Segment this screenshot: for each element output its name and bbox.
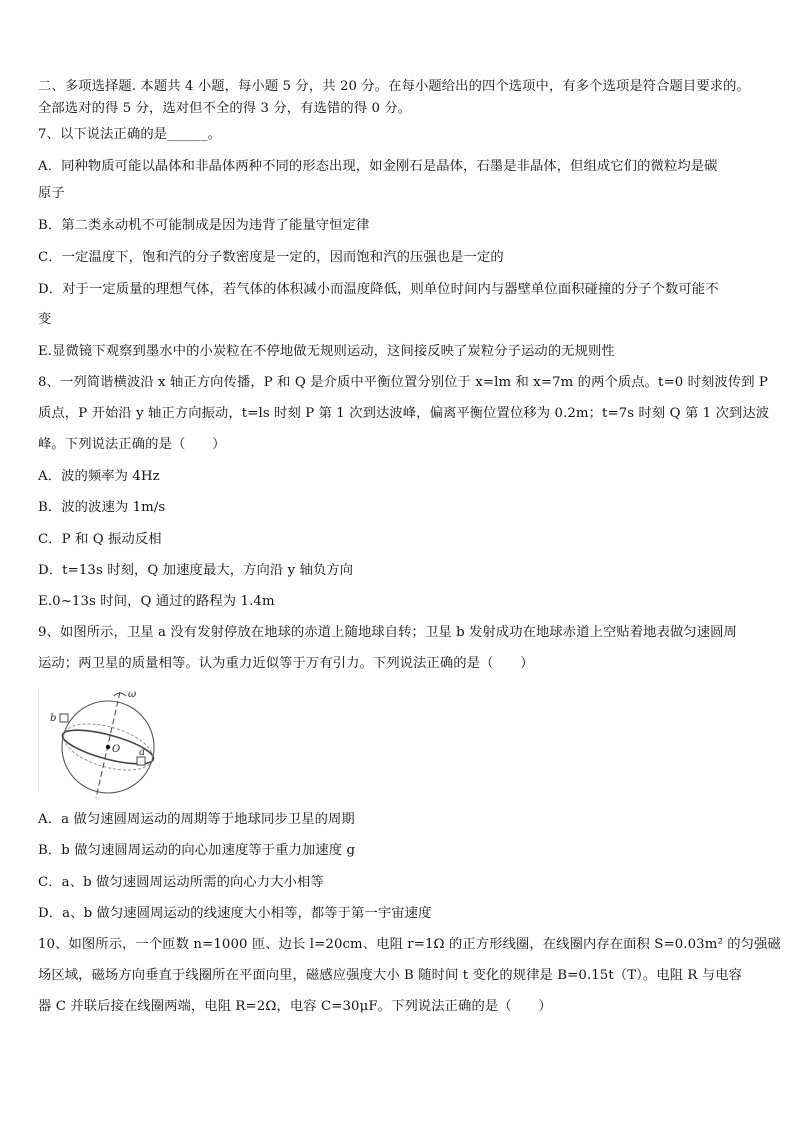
question-8-stem-line-1: 8、一列简谐横波沿 x 轴正方向传播，P 和 Q 是介质中平衡位置分别位于 x=lm 和 x=7m 的两个质点。t=0 时刻波传到 P — [38, 375, 768, 390]
satellite-b-marker — [60, 714, 68, 722]
section-heading-line-1: 二、多项选择题. 本题共 4 小题，每小题 5 分，共 20 分。在每小题给出的四个选项中，有多个选项是符合题目要求的。 — [38, 79, 750, 94]
question-8-option-d: D．t=13s 时刻，Q 加速度最大，方向沿 y 轴负方向 — [38, 563, 354, 578]
question-10-stem-line-2: 场区域，磁场方向垂直于线圈所在平面向里，磁感应强度大小 B 随时间 t 变化的规律是 B=0.15t（T）。电阻 R 与电容 — [38, 968, 743, 983]
question-9-option-d: D．a、b 做匀速圆周运动的线速度大小相等，都等于第一宇宙速度 — [38, 906, 432, 921]
label-omega: ω — [128, 689, 137, 700]
question-7-option-d-line-1: D．对于一定质量的理想气体，若气体的体积减小而温度降低，则单位时间内与器壁单位面积碰撞的分子个数可能不 — [38, 282, 719, 297]
question-7-option-a-line-2: 原子 — [38, 186, 65, 201]
question-8-option-b: B．波的波速为 1m/s — [38, 500, 166, 515]
question-8-stem-line-3: 峰。下列说法正确的是（ ） — [38, 437, 226, 452]
question-8-stem-line-2: 质点，P 开始沿 y 轴正方向振动，t=ls 时刻 P 第 1 次到达波峰，偏离平衡位置位移为 0.2m；t=7s 时刻 Q 第 1 次到达波 — [38, 406, 770, 421]
question-8-option-e: E.0~13s 时间，Q 通过的路程为 1.4m — [38, 594, 275, 609]
question-7-option-c: C．一定温度下，饱和汽的分子数密度是一定的，因而饱和汽的压强也是一定的 — [38, 250, 504, 265]
question-9-stem-line-1: 9、如图所示，卫星 a 没有发射停放在地球的赤道上随地球自转；卫星 b 发射成功在地球赤道上空贴着地表做匀速圆周 — [38, 625, 737, 640]
question-10-stem-line-3: 器 C 并联后接在线圈两端，电阻 R=2Ω，电容 C=30μF。下列说法正确的是（ ） — [38, 999, 552, 1014]
question-8-option-c: C．P 和 Q 振动反相 — [38, 532, 162, 547]
question-7-stem: 7、以下说法正确的是______。 — [38, 127, 222, 142]
question-9-option-a: A．a 做匀速圆周运动的周期等于地球同步卫星的周期 — [38, 812, 355, 827]
earth-center-dot — [106, 745, 110, 749]
label-o: O — [112, 744, 121, 755]
satellite-a-marker — [137, 757, 145, 765]
label-b: b — [50, 713, 57, 724]
question-7-option-a-line-1: A．同种物质可能以晶体和非晶体两种不同的形态出现，如金刚石是晶体，石墨是非晶体，但组成它们的微粒均是碳 — [38, 159, 718, 174]
section-heading-line-2: 全部选对的得 5 分，选对但不全的得 3 分，有选错的得 0 分。 — [38, 101, 412, 116]
question-9-option-c: C．a、b 做匀速圆周运动所需的向心力大小相等 — [38, 875, 324, 890]
question-7-option-e: E.显微镜下观察到墨水中的小炭粒在不停地做无规则运动，这间接反映了炭粒分子运动的无规则性 — [38, 344, 615, 359]
question-10-stem-line-1: 10、如图所示，一个匝数 n=1000 匝、边长 l=20cm、电阻 r=1Ω 的正方形线圈，在线圈内存在面积 S=0.03m² 的匀强磁 — [38, 937, 781, 952]
earth-satellite-diagram — [38, 686, 168, 798]
question-7-option-b: B．第二类永动机不可能制成是因为违背了能量守恒定律 — [38, 218, 370, 233]
question-7-option-d-line-2: 变 — [38, 312, 52, 327]
question-9-option-b: B．b 做匀速圆周运动的向心加速度等于重力加速度 g — [38, 843, 356, 858]
question-9-stem-line-2: 运动；两卫星的质量相等。认为重力近似等于万有引力。下列说法正确的是（ ） — [38, 656, 534, 671]
rotation-arrow-icon — [114, 693, 126, 696]
label-a: a — [139, 747, 145, 758]
question-8-option-a: A．波的频率为 4Hz — [38, 469, 160, 484]
